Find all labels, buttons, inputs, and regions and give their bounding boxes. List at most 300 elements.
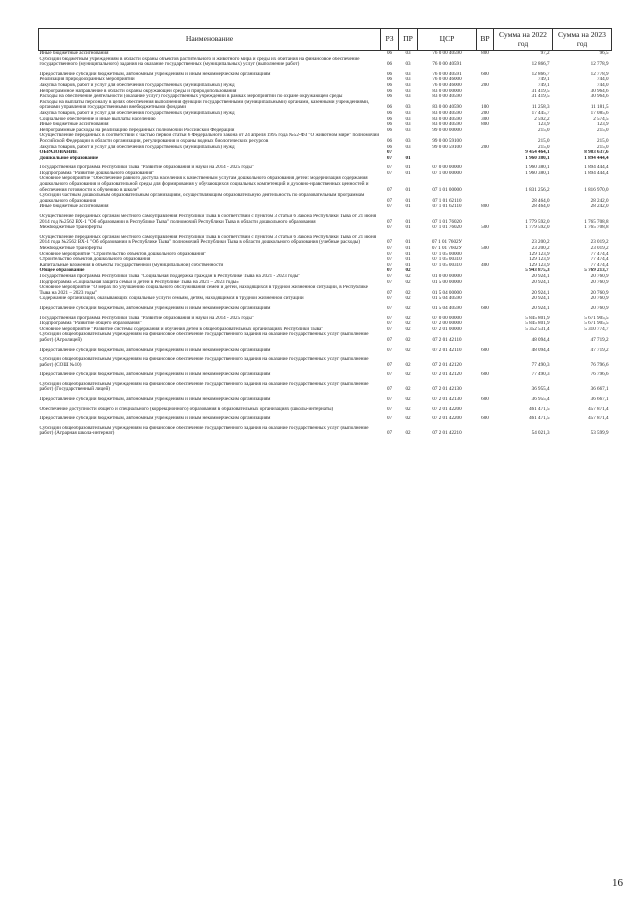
table-row [39, 285, 612, 296]
row-name: Предоставление субсидий бюджетным, автономным учреждениям и иным некоммерческим организациям [39, 372, 271, 378]
row-rz: 07 [386, 251, 393, 257]
row-vr: 200 [481, 110, 489, 116]
row-rz: 07 [386, 315, 393, 321]
row-sum-2023: 744,0 [597, 77, 609, 83]
row-csr: 07 2 01 00000 [432, 326, 462, 332]
row-sum-2023: 744,0 [597, 82, 609, 88]
row-pr: 02 [405, 296, 411, 302]
row-sum-2022: 23 200,2 [531, 246, 550, 251]
row-vr [477, 57, 494, 68]
row-name: Основное мероприятие "Обеспечение равного доступа населения к качественным услугам дошкольного образования детей: модернизация содержания дошкольного образования и образовательной среды для формирования у обучающихся социальных компетенций и духовно-нравственных ценностей и обеспечения готовности к обучению в школе" [39, 176, 369, 193]
row-pr: 02 [405, 406, 411, 412]
row-sum-2022: 129 123,9 [529, 257, 550, 263]
row-sum-2023: 12 778,9 [590, 71, 609, 77]
row-name: Государственная программа Республики Тыва "Развитие образования и науки на 2014 - 2025 годы" [39, 165, 254, 171]
row-name: Субсидии общеобразовательным учреждениям на финансовое обеспечение государственного задания на оказание государственных услуг (выполнение работ) (СОШ №10) [39, 357, 369, 368]
row-vr: 800 [481, 122, 489, 128]
row-rz: 06 [386, 77, 393, 83]
row-sum-2022: 1 831 256,2 [525, 186, 550, 193]
row-name: Расходы на выплаты персоналу в целях обеспечения выполнения функций государственными (муниципальными) органами, казенными учреждениями, органами управления государственными внебюджетными фондами [39, 99, 370, 111]
row-sum-2022: 461 471,5 [529, 416, 550, 422]
row-sum-2023: 123,9 [597, 122, 609, 128]
row-sum-2023: 215,0 [597, 144, 609, 150]
row-sum-2023: 20 760,9 [590, 289, 609, 296]
row-csr: 83 0 00 40590 [432, 116, 462, 122]
row-name: Капитальные вложения в объекты государственной (муниципальной) собственности [39, 262, 224, 268]
row-sum-2022: 1 960 380,1 [525, 165, 550, 171]
row-name: Субсидии бюджетным учреждениям в области охраны объектов растительного и животного мира и среды их обитания на финансовое обеспечение государственного (муниципального) задания на оказание государственных (муниципальных) услуг (выполнение работ) [39, 56, 360, 68]
row-rz: 07 [386, 273, 393, 279]
row-vr: 500 [481, 246, 489, 251]
row-csr: 07 1 01 7602У [431, 246, 463, 251]
row-vr [477, 332, 494, 343]
row-sum-2023: 36 667,1 [590, 386, 609, 393]
row-sum-2022: 749,1 [538, 77, 550, 83]
header-rz: РЗ [381, 29, 399, 51]
row-csr: 76 0 00 46000 [432, 82, 462, 88]
row-pr: 02 [405, 315, 411, 321]
row-rz: 07 [386, 372, 393, 378]
table-body [39, 51, 612, 438]
row-vr [477, 214, 494, 225]
row-name: Содержание организаций, оказывающих социальные услуги семьям, детям, находящимся в трудной жизненной ситуации [39, 296, 304, 302]
row-csr: 01 5 04 00000 [432, 289, 462, 296]
row-name: Подпрограмма "Развитие дошкольного образования" [39, 170, 155, 176]
row-csr: 07 2 01 42110 [432, 336, 462, 343]
row-rz: 06 [386, 127, 393, 133]
row-pr: 02 [405, 372, 411, 378]
header-vr: ВР [477, 29, 494, 51]
row-sum-2022: 36 955,4 [531, 397, 550, 403]
row-csr: 07 2 01 42200 [432, 416, 462, 422]
row-csr: 07 2 01 42110 [432, 347, 462, 353]
row-name: Реализация природоохранных мероприятий [39, 77, 135, 83]
row-sum-2022: 1 779 592,0 [525, 218, 550, 225]
row-pr: 02 [405, 326, 411, 332]
row-sum-2023: 5 310 774,7 [584, 326, 609, 332]
row-rz: 06 [386, 61, 393, 68]
row-pr: 02 [405, 305, 411, 311]
row-sum-2022: 749,1 [538, 82, 550, 88]
row-name: Иные бюджетные ассигнования [39, 122, 109, 128]
row-rz: 07 [386, 186, 393, 193]
table-row [39, 133, 612, 144]
row-name: Предоставление субсидий бюджетным, автономным учреждениям и иным некоммерческим организациям [39, 416, 271, 422]
row-rz: 07 [386, 197, 393, 204]
row-sum-2022: 11 258,3 [531, 104, 550, 111]
row-vr [477, 193, 494, 204]
row-sum-2023: 215,0 [597, 127, 609, 133]
row-sum-2023: 20 760,9 [590, 273, 609, 279]
row-vr: 500 [481, 225, 489, 231]
row-name: Осуществление переданных органам местного самоуправления Республики Тыва в соответствии с пунктом 3 статьи 6 Закона Республики Тыва от 21 июня 2014 года №2562 ВХ-1 "Об образовании в Республике Тыва" полномочий Республики Тыва в области дошкольного образования (учебные расходы) [39, 234, 377, 246]
row-rz: 06 [386, 137, 393, 144]
row-name: Государственная программа Республики Тыва "Социальная поддержка граждан в Республике Тыва на 2021 - 2023 годы" [39, 273, 301, 279]
row-name: Межбюджетные трансферты [39, 225, 102, 231]
budget-table-sheet [38, 28, 611, 437]
row-csr: 07 2 01 42130 [432, 386, 462, 393]
row-sum-2023: 76 796,6 [590, 372, 609, 378]
row-sum-2022: 28 464,0 [531, 204, 550, 210]
row-rz: 07 [386, 204, 393, 210]
row-name: Осуществление переданных органам местного самоуправления Республики Тыва в соответствии с пунктом 3 статьи 6 Закона Республики Тыва от 21 июня 2014 год №2562 ВХ-1 "Об образовании в Республике Тыва" полномочий Республики Тыва в области дошкольного образования [39, 214, 377, 225]
row-sum-2023: 1 765 708,8 [584, 225, 609, 231]
row-name: Закупка товаров, работ и услуг для обеспечения государственных (муниципальных) нужд [39, 110, 235, 116]
row-sum-2022: 5 845 801,9 [525, 315, 550, 321]
row-csr: 07 2 01 42130 [432, 397, 462, 403]
row-sum-2022: 12 866,7 [531, 71, 550, 77]
row-sum-2023: 36 667,1 [590, 397, 609, 403]
page-number: 16 [612, 877, 623, 889]
row-name: Расходы на обеспечение деятельности (оказание услуг) государственных учреждений в рамках мероприятий по охране окружающей среды [39, 94, 343, 100]
row-sum-2022: 123,9 [538, 122, 550, 128]
row-rz: 07 [386, 257, 393, 263]
row-csr: 07 1 05 00310 [432, 262, 462, 268]
row-name: Основное мероприятие "Развитие системы содержания и обучения детей в общеобразовательных организациях Республики Тыва" [39, 326, 324, 332]
row-csr: 07 1 01 00000 [432, 186, 462, 193]
row-sum-2022: 31 419,5 [531, 88, 550, 94]
row-rz: 06 [386, 122, 393, 128]
row-sum-2022: 1 779 592,0 [525, 225, 550, 231]
row-sum-2022: 12 866,7 [531, 61, 550, 68]
row-rz: 07 [386, 430, 393, 437]
header-sum-2023: Сумма на 2023 год [553, 29, 612, 51]
row-sum-2023: 30 964,6 [590, 94, 609, 100]
row-csr: 07 0 00 00000 [432, 165, 462, 171]
row-sum-2022: 5 943 875,3 [525, 268, 550, 274]
row-csr: 83 0 00 00000 [432, 88, 462, 94]
row-csr: 07 0 00 00000 [432, 315, 462, 321]
row-sum-2022: 215,0 [538, 137, 550, 144]
row-pr: 02 [405, 268, 411, 274]
row-csr: 07 1 01 62110 [432, 204, 462, 210]
row-sum-2022: 28 464,0 [531, 197, 550, 204]
row-rz: 07 [386, 326, 393, 332]
row-sum-2022: 20 924,1 [531, 289, 550, 296]
row-pr: 01 [405, 218, 411, 225]
row-csr: 99 0 00 00000 [432, 127, 462, 133]
row-vr [477, 285, 494, 296]
row-pr: 02 [405, 336, 411, 343]
row-rz: 06 [386, 116, 393, 122]
row-vr: 600 [481, 305, 489, 311]
row-rz: 07 [386, 279, 393, 285]
row-pr: 02 [405, 273, 411, 279]
row-pr: 03 [405, 137, 411, 144]
row-rz: 07 [386, 361, 393, 368]
table-header-row [39, 29, 612, 51]
row-sum-2023: 23 019,2 [590, 246, 609, 251]
row-rz: 07 [386, 416, 393, 422]
row-sum-2023: 11 181,5 [590, 104, 609, 111]
row-vr [477, 235, 494, 246]
row-pr: 02 [405, 321, 411, 327]
row-sum-2022: 2 592,2 [534, 116, 550, 122]
row-pr: 01 [405, 170, 411, 176]
row-vr [477, 133, 494, 144]
row-name: Основное мероприятие "О мерах по улучшению социального обслуживания семей и детей, находящихся в трудной жизненной ситуации, в Республике Тыва на 2021 – 2023 годы" [39, 285, 368, 296]
row-name: Непрограммные расходы на реализацию переданных полномочий Российской Федерации [39, 127, 235, 133]
row-csr: 07 2 01 42120 [432, 361, 462, 368]
row-sum-2022: 20 924,1 [531, 273, 550, 279]
row-name: Подпрограмма «Социальная защита семьи и детей в Республике Тыва на 2021 – 2023 годы» [39, 279, 239, 285]
row-sum-2022: 9 454 464,1 [525, 150, 550, 156]
row-sum-2022: 215,0 [538, 144, 550, 150]
row-csr: 01 5 04 40590 [432, 296, 462, 302]
header-pr: ПР [399, 29, 418, 51]
row-sum-2022: 20 924,1 [531, 279, 550, 285]
row-vr [477, 426, 494, 437]
row-sum-2022: 48 094,4 [531, 347, 550, 353]
row-name: Закупка товаров, работ и услуг для обеспечения государственных (муниципальных) нужд [39, 82, 235, 88]
row-name: Государственная программа Республики Тыва "Развитие образования и науки на 2014 - 2025 годы" [39, 315, 254, 321]
row-rz: 07 [386, 397, 393, 403]
row-pr: 01 [405, 204, 411, 210]
row-pr: 03 [405, 116, 411, 122]
row-pr: 03 [405, 77, 411, 83]
row-csr: 83 0 00 40590 [432, 104, 462, 111]
row-name: Субсидии частным дошкольным образовательным организациям, осуществляющим образовательную деятельность по образовательным программам дошкольного образования [39, 193, 365, 204]
row-rz: 07 [386, 218, 393, 225]
row-pr: 01 [405, 186, 411, 193]
table-row [39, 426, 612, 437]
row-pr: 01 [405, 165, 411, 171]
row-pr: 03 [405, 61, 411, 68]
row-csr: 99 0 00 59100 [432, 137, 462, 144]
row-sum-2023: 1 894 444,4 [584, 165, 609, 171]
row-name: Общее образование [39, 268, 85, 274]
row-sum-2022: 36 955,4 [531, 386, 550, 393]
row-rz: 07 [386, 386, 393, 393]
row-name: Иные бюджетные ассигнования [39, 50, 109, 56]
row-name: Субсидии общеобразовательным учреждениям на финансовое обеспечение государственного задания на оказание государственных услуг (выполнение работ) (Государственный лицей) [39, 381, 369, 393]
row-csr: 07 1 00 00000 [432, 170, 462, 176]
table-row [39, 214, 612, 225]
row-sum-2023: 5 671 905,5 [584, 321, 609, 327]
row-rz: 06 [386, 50, 393, 56]
row-csr: 76 0 00 40591 [432, 71, 462, 77]
row-vr: 600 [481, 372, 489, 378]
row-rz: 06 [386, 71, 393, 77]
row-sum-2022: 20 924,1 [531, 305, 550, 311]
row-csr: 83 0 00 40590 [432, 94, 462, 100]
row-rz: 06 [386, 94, 393, 100]
row-name: Осуществление переданных в соответствии с частью первой статьи 6 Федерального закона от 24 апреля 1995 года №52-ФЗ "О животном мире" полномочий Российской Федерации в области организации, регулирования и охраны водных биологических ресурсов [39, 133, 380, 144]
row-sum-2023: 457 871,4 [588, 406, 609, 412]
row-csr: 07 2 01 42210 [432, 430, 462, 437]
row-sum-2022: 129 123,9 [529, 251, 550, 257]
row-rz: 07 [386, 406, 393, 412]
row-pr: 01 [405, 257, 411, 263]
row-sum-2022: 48 094,4 [531, 336, 550, 343]
row-sum-2023: 53 599,9 [590, 430, 609, 437]
row-pr: 01 [405, 251, 411, 257]
row-pr: 01 [405, 239, 411, 246]
row-sum-2022: 5 845 801,9 [525, 321, 550, 327]
row-name: Межбюджетные трансферты [39, 246, 102, 251]
row-sum-2022: 31 419,5 [531, 94, 550, 100]
row-rz: 06 [386, 88, 393, 94]
row-name: Предоставление субсидий бюджетным, автономным учреждениям и иным некоммерческим организациям [39, 347, 271, 353]
row-name: Строительство объектов дошкольного образования [39, 257, 151, 263]
row-sum-2023: 77 474,4 [590, 257, 609, 263]
row-pr: 03 [405, 104, 411, 111]
row-rz: 07 [386, 305, 393, 311]
row-vr [477, 382, 494, 393]
row-rz: 07 [386, 170, 393, 176]
row-sum-2023: 77 474,4 [590, 251, 609, 257]
row-sum-2023: 76 796,6 [590, 361, 609, 368]
row-csr: 07 1 01 76020 [432, 218, 462, 225]
row-sum-2023: 47 719,2 [590, 347, 609, 353]
row-pr: 01 [405, 246, 411, 251]
table-row [39, 235, 612, 246]
row-rz: 07 [386, 225, 393, 231]
row-vr: 600 [481, 416, 489, 422]
row-sum-2022: 97,2 [540, 50, 550, 56]
row-sum-2022: 1 960 380,1 [525, 155, 550, 161]
row-name: Закупка товаров, работ и услуг для обеспечения государственных (муниципальных) нужд [39, 144, 235, 150]
row-sum-2023: 5 671 905,5 [584, 315, 609, 321]
row-rz: 07 [386, 165, 393, 171]
table-row [39, 332, 612, 343]
row-sum-2022: 5 352 531,4 [525, 326, 550, 332]
row-pr: 03 [405, 127, 411, 133]
row-pr: 03 [405, 110, 411, 116]
row-csr: 01 0 00 00000 [432, 273, 462, 279]
row-sum-2023: 457 871,4 [588, 416, 609, 422]
row-pr: 02 [405, 397, 411, 403]
row-sum-2023: 77 474,4 [590, 262, 609, 268]
row-sum-2023: 20 760,9 [590, 305, 609, 311]
row-rz: 07 [386, 150, 393, 156]
row-vr: 600 [481, 397, 489, 403]
row-pr: 03 [405, 50, 411, 56]
row-vr: 200 [481, 144, 489, 150]
row-sum-2022: 77 490,3 [531, 361, 550, 368]
header-csr: ЦСР [418, 29, 477, 51]
row-csr: 01 5 04 40590 [432, 305, 462, 311]
row-vr: 800 [481, 204, 489, 210]
row-pr: 03 [405, 82, 411, 88]
row-name: ОБРАЗОВАНИЕ [39, 150, 78, 156]
row-sum-2022: 23 200,2 [531, 239, 550, 246]
row-sum-2023: 30 964,6 [590, 88, 609, 94]
row-vr: 300 [481, 116, 489, 122]
row-rz: 07 [386, 347, 393, 353]
row-sum-2022: 1 960 380,1 [525, 170, 550, 176]
row-vr: 800 [481, 50, 489, 56]
row-csr: 83 0 00 40590 [432, 122, 462, 128]
row-pr: 02 [405, 430, 411, 437]
row-sum-2023: 1 894 444,4 [584, 155, 609, 161]
row-csr: 83 0 00 40590 [432, 110, 462, 116]
row-sum-2023: 28 242,0 [590, 204, 609, 210]
row-sum-2023: 23 019,2 [590, 239, 609, 246]
row-csr: 99 0 00 59100 [432, 144, 462, 150]
row-rz: 07 [386, 246, 393, 251]
row-rz: 06 [386, 104, 393, 111]
row-rz: 07 [386, 296, 393, 302]
row-name: Субсидии общеобразовательным учреждениям на финансовое обеспечение государственного задания на оказание государственных услуг (выполнение работ) (Аграрная школа-интернат) [39, 425, 369, 437]
row-pr: 02 [405, 347, 411, 353]
row-name: Основное мероприятие "Строительство объектов дошкольного образования" [39, 251, 207, 257]
row-csr: 07 1 01 76020 [432, 225, 462, 231]
row-name: Дошкольное образование [39, 155, 99, 161]
row-sum-2023: 28 242,0 [590, 197, 609, 204]
row-pr: 03 [405, 144, 411, 150]
row-csr: 07 1 01 7602У [431, 239, 463, 246]
row-pr: 03 [405, 88, 411, 94]
row-sum-2023: 2 574,5 [593, 116, 609, 122]
row-csr: 76 0 00 46000 [432, 77, 462, 83]
row-csr: 01 5 00 00000 [432, 279, 462, 285]
row-sum-2023: 1 894 444,4 [584, 170, 609, 176]
row-sum-2022: 54 021,3 [531, 430, 550, 437]
row-vr: 600 [481, 347, 489, 353]
row-pr: 01 [405, 225, 411, 231]
row-rz: 07 [386, 268, 393, 274]
table-row [39, 57, 612, 68]
row-name: Подпрограмма "Развитие общего образования" [39, 321, 142, 327]
row-rz: 07 [386, 239, 393, 246]
row-sum-2023: 20 760,9 [590, 279, 609, 285]
header-name: Наименование [39, 29, 381, 51]
row-sum-2023: 1 765 708,8 [584, 218, 609, 225]
row-vr: 400 [481, 262, 489, 268]
table-row [39, 382, 612, 393]
row-name: Социальное обеспечение и иные выплаты населению [39, 116, 156, 122]
row-rz: 06 [386, 144, 393, 150]
table-row [39, 193, 612, 204]
row-vr [477, 357, 494, 368]
row-name: Предоставление субсидий бюджетным, автономным учреждениям и иным некоммерческим организациям [39, 397, 271, 403]
row-sum-2023: 5 769 213,7 [584, 268, 609, 274]
row-csr: 07 2 00 00000 [432, 321, 462, 327]
row-sum-2023: 96,5 [599, 50, 609, 56]
row-sum-2022: 461 471,5 [529, 406, 550, 412]
row-csr: 76 0 00 40590 [432, 50, 462, 56]
table-row [39, 100, 612, 111]
row-pr: 03 [405, 71, 411, 77]
row-sum-2023: 215,0 [597, 137, 609, 144]
row-sum-2023: 8 983 637,6 [584, 150, 609, 156]
row-vr: 600 [481, 71, 489, 77]
row-name: Предоставление субсидий бюджетным, автономным учреждениям и иным некоммерческим организациям [39, 71, 271, 77]
row-name: Непрограммное направление в области охраны окружающей среды и природопользования [39, 88, 237, 94]
row-sum-2023: 1 816 970,0 [584, 186, 609, 193]
row-csr: 76 0 00 40591 [432, 61, 462, 68]
row-sum-2023: 20 760,9 [590, 296, 609, 302]
row-vr: 100 [481, 104, 489, 111]
row-pr: 02 [405, 416, 411, 422]
row-rz: 07 [386, 336, 393, 343]
row-sum-2022: 77 490,3 [531, 372, 550, 378]
table-row [39, 176, 612, 193]
row-rz: 06 [386, 110, 393, 116]
row-sum-2022: 20 924,1 [531, 296, 550, 302]
row-pr: 01 [405, 197, 411, 204]
row-name: Обеспечение доступности общего и специального (коррекционного) образования в образовательных организациях (школы-интернаты) [39, 406, 334, 412]
row-pr: 02 [405, 386, 411, 393]
row-pr: 02 [405, 279, 411, 285]
row-rz: 07 [386, 321, 393, 327]
row-name: Предоставление субсидий бюджетным, автономным учреждениям и иным некоммерческим организациям [39, 305, 271, 311]
row-csr: 07 2 01 42120 [432, 372, 462, 378]
row-pr: 02 [405, 361, 411, 368]
header-sum-2022: Сумма на 2022 год [494, 29, 553, 51]
row-vr: 200 [481, 82, 489, 88]
